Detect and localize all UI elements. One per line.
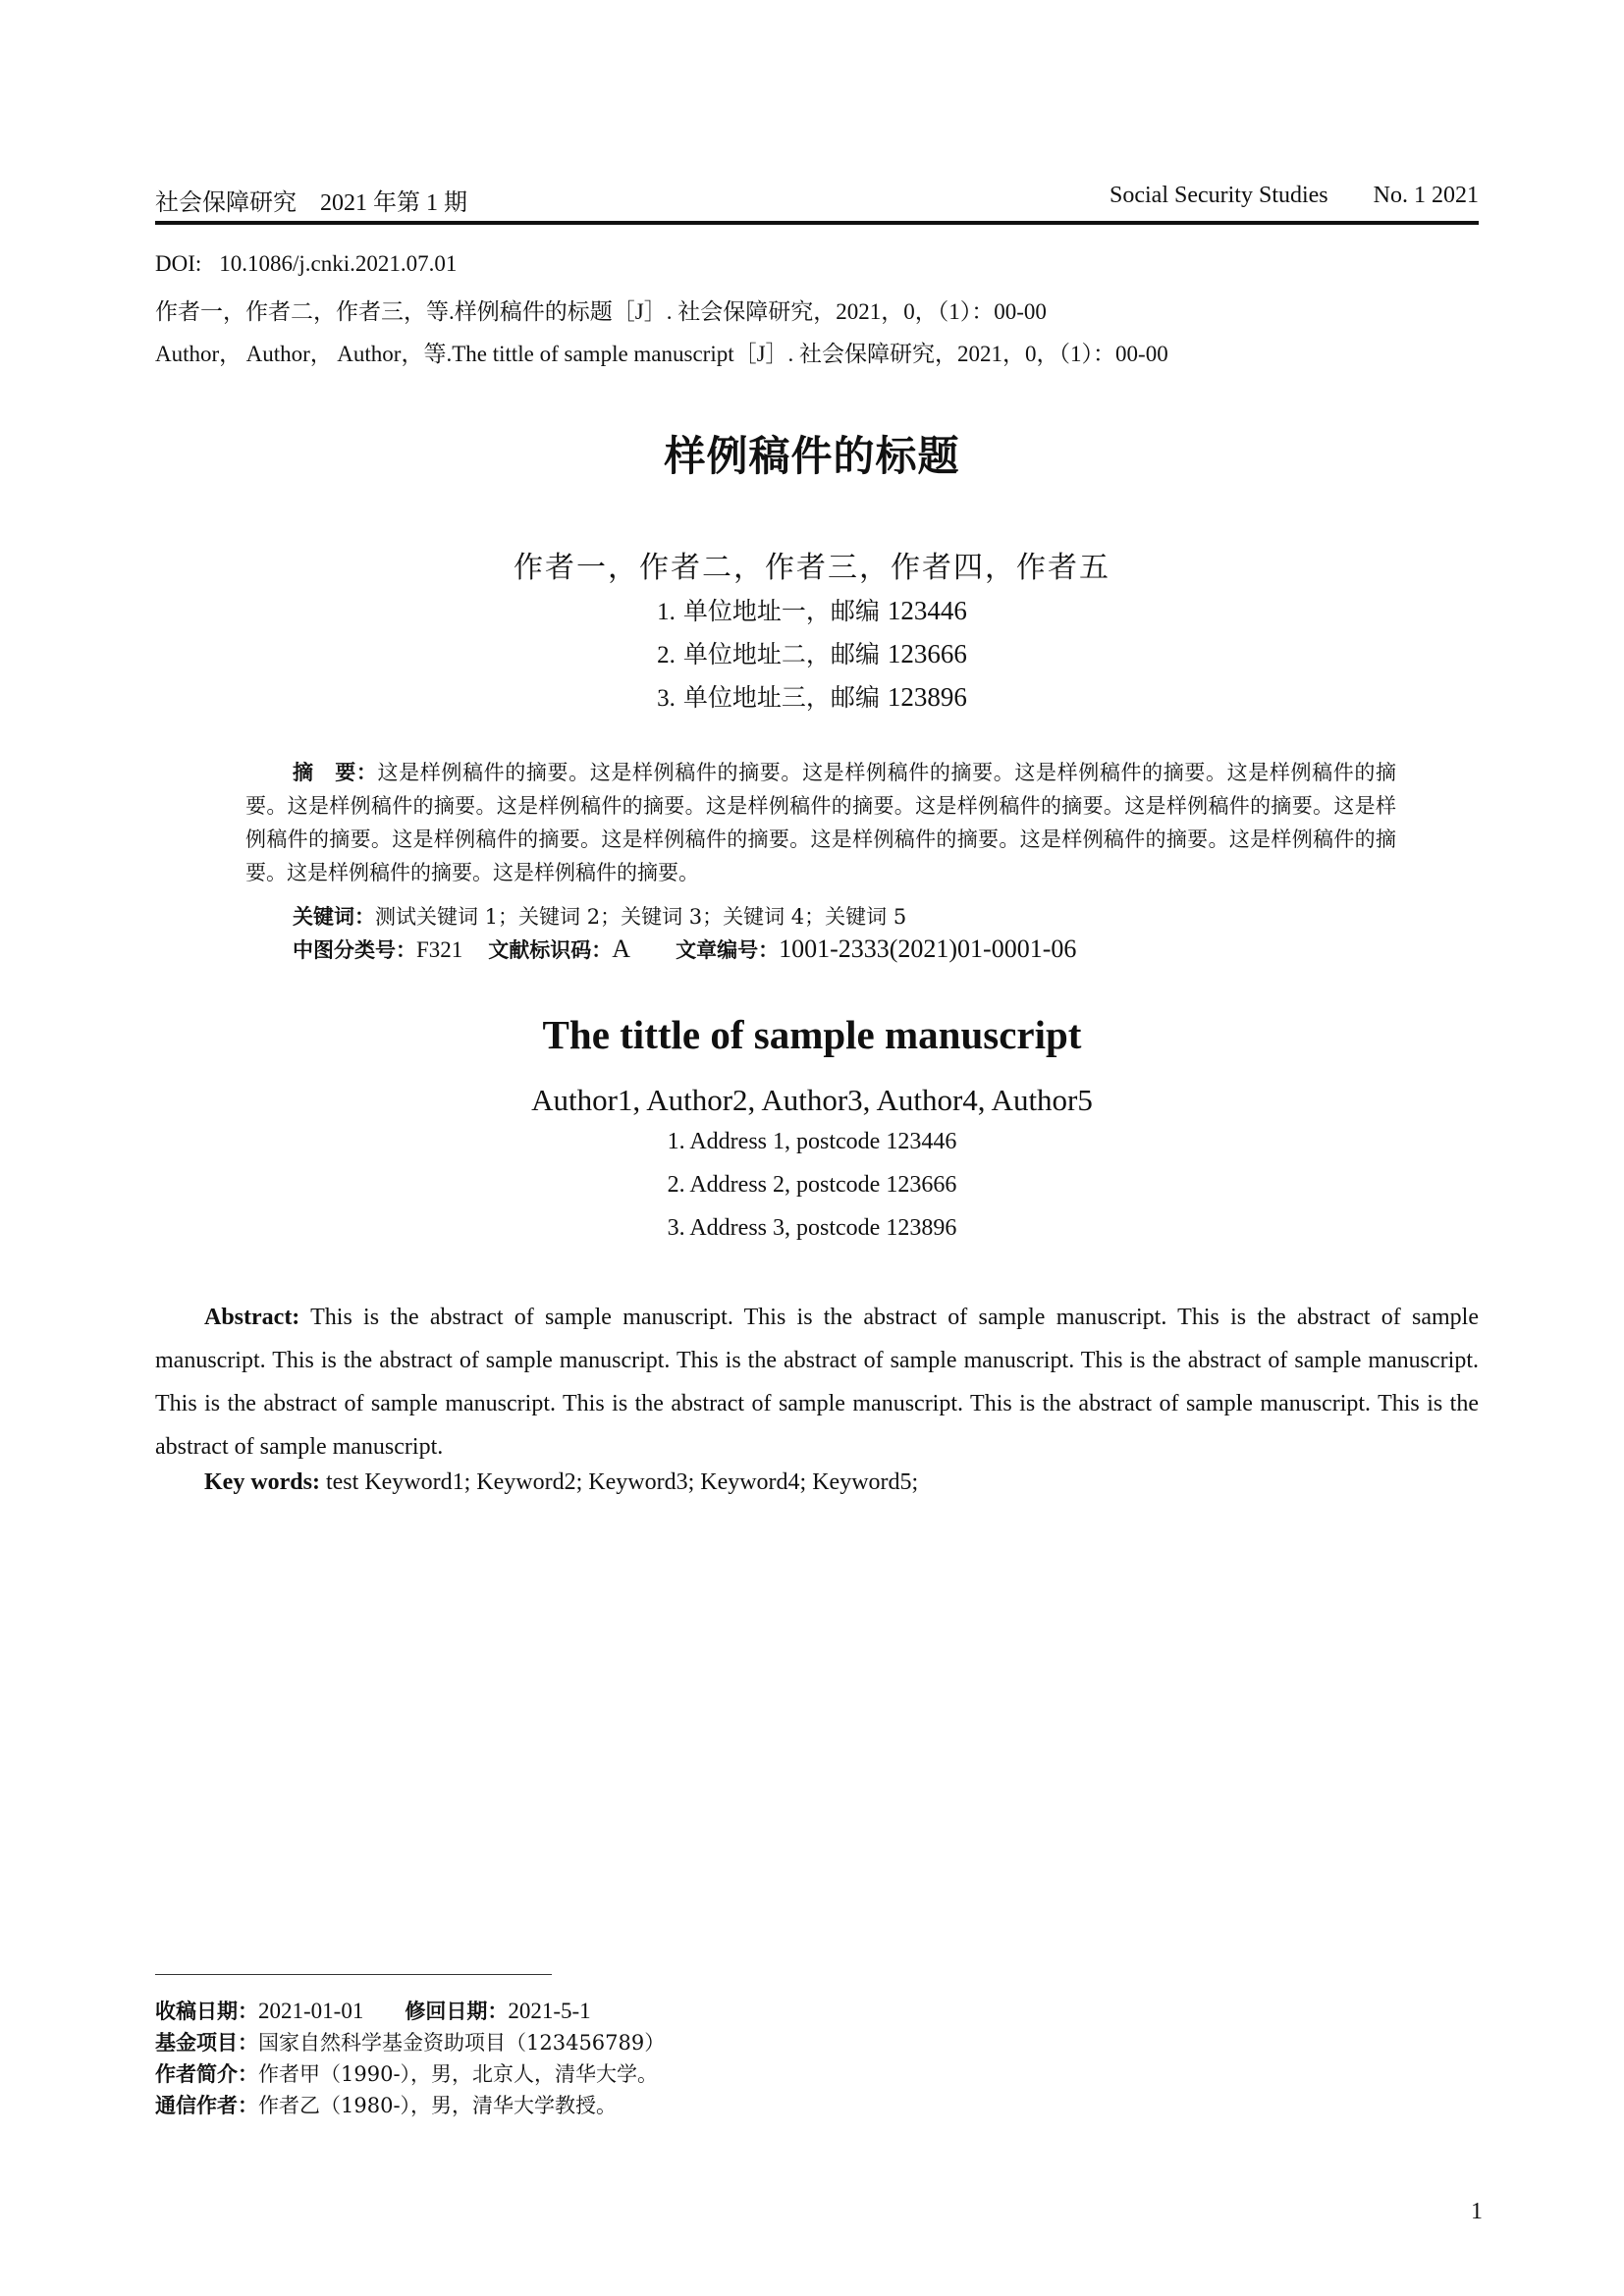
- footnote-dates: [155, 1996, 591, 2025]
- affiliation-en-2: 2. Address 2, postcode 123666: [667, 1172, 957, 1198]
- header-rule: [155, 221, 1479, 225]
- bio-label: 作者简介：: [155, 2062, 258, 2086]
- keywords-cn: [293, 901, 906, 931]
- article-label: 文章编号：: [676, 938, 780, 962]
- class-value: F321: [416, 937, 463, 962]
- doccode-label: 文献标识码：: [488, 938, 613, 962]
- abstract-label-cn: 摘 要：: [293, 761, 378, 784]
- affiliation-en-1: 1. Address 1, postcode 123446: [667, 1129, 957, 1154]
- revised-label: 修回日期：: [405, 2000, 509, 2023]
- footnote-fund: [155, 2027, 665, 2056]
- abstract-en: [155, 1296, 1479, 1468]
- affiliation-cn-2: [0, 635, 1624, 670]
- revised-value: 2021-5-1: [508, 1999, 591, 2023]
- keywords-label-en: Key words:: [204, 1469, 320, 1495]
- affiliation-num: 1.: [657, 599, 676, 625]
- abstract-label-en: Abstract:: [204, 1305, 300, 1330]
- class-label: 中图分类号：: [293, 938, 416, 962]
- affiliation-addr: 单位地址一，邮编: [682, 597, 880, 625]
- article-value: 1001-2333(2021)01-0001-06: [779, 934, 1077, 963]
- authors-en: Author1, Author2, Author3, Author4, Author5: [531, 1083, 1093, 1117]
- journal-name-en: [1110, 183, 1479, 209]
- affiliation-code: 123666: [887, 639, 967, 668]
- corr-value: 作者乙（1980-），男，清华大学教授。: [258, 2094, 618, 2117]
- affiliation-addr: 单位地址二，邮编: [682, 640, 880, 668]
- fund-label: 基金项目：: [155, 2031, 258, 2055]
- page-title-cn: 样例稿件的标题: [664, 432, 960, 480]
- journal-name-cn: 社会保障研究 2021 年第 1 期: [155, 190, 467, 216]
- keywords-en: [204, 1469, 918, 1496]
- received-value: 2021-01-01: [258, 1999, 364, 2023]
- affiliation-en-3: 3. Address 3, postcode 123896: [667, 1215, 957, 1241]
- journal-title-en: Social Security Studies: [1110, 183, 1328, 208]
- affiliation-cn-3: [0, 678, 1624, 714]
- citation-en: Author， Author， Author，等.The tittle of sample manuscript［J］. 社会保障研究，2021，0，（1）：00-00: [155, 342, 1168, 366]
- running-header: [155, 179, 1479, 214]
- page-number: 1: [1471, 2199, 1483, 2224]
- journal-issue: No. 1 2021: [1373, 183, 1479, 208]
- footnote-rule: [155, 1974, 552, 1975]
- abstract-text-cn: 这是样例稿件的摘要。这是样例稿件的摘要。这是样例稿件的摘要。这是样例稿件的摘要。这是样例稿件的摘要。这是样例稿件的摘要。这是样例稿件的摘要。这是样例稿件的摘要。这是样例稿件的摘要。这是样例稿件的摘要。这是样例稿件的摘要。这是样例稿件的摘要。这是样例稿件的摘要。这是样例稿件的摘要。这是样例稿件的摘要。这是样例稿件的摘要。这是样例稿件的摘要。这是样例稿件的摘要。: [245, 761, 1397, 884]
- affiliation-addr: 单位地址三，邮编: [682, 683, 880, 712]
- doccode-value: A: [612, 934, 631, 963]
- affiliation-code: 123896: [887, 682, 967, 712]
- fund-value: 国家自然科学基金资助项目（123456789）: [258, 2031, 666, 2055]
- bio-value: 作者甲（1990-），男，北京人，清华大学。: [258, 2062, 659, 2086]
- authors-cn: 作者一，作者二，作者三，作者四，作者五: [514, 551, 1110, 585]
- keywords-text-en: test Keyword1; Keyword2; Keyword3; Keyword4; Keyword5;: [325, 1469, 919, 1495]
- abstract-cn: [245, 756, 1396, 889]
- received-label: 收稿日期：: [155, 2000, 258, 2023]
- affiliation-num: 3.: [657, 685, 676, 712]
- doi-label: DOI:: [155, 251, 202, 276]
- doi-line: [155, 251, 457, 277]
- keywords-text-cn: 测试关键词 1；关键词 2；关键词 3；关键词 4；关键词 5: [375, 905, 907, 929]
- citation-cn: 作者一，作者二，作者三，等.样例稿件的标题［J］. 社会保障研究，2021，0，（1）：00-00: [155, 299, 1047, 324]
- doi-value: 10.1086/j.cnki.2021.07.01: [219, 251, 458, 276]
- affiliation-code: 123446: [887, 596, 967, 625]
- classification-line: [293, 934, 1076, 964]
- affiliation-cn-1: [0, 592, 1624, 627]
- abstract-text-en: This is the abstract of sample manuscript. This is the abstract of sample manuscript. This is the abstract of sample manuscript. This is the abstract of sample manuscript. This is the abstract of sample manuscript. This is the abstract of sample manuscript. This is the abstract of sample manuscript. This is the abstract of sample manuscript. This is the abstract of sample manuscript. This is the abstract of sample manuscript.: [155, 1305, 1479, 1460]
- page-title-en: The tittle of sample manuscript: [542, 1012, 1082, 1057]
- keywords-label-cn: 关键词：: [293, 905, 375, 929]
- footnote-bio: [155, 2058, 658, 2088]
- affiliation-num: 2.: [657, 642, 676, 668]
- footnote-corresponding: [155, 2090, 617, 2119]
- corr-label: 通信作者：: [155, 2094, 258, 2117]
